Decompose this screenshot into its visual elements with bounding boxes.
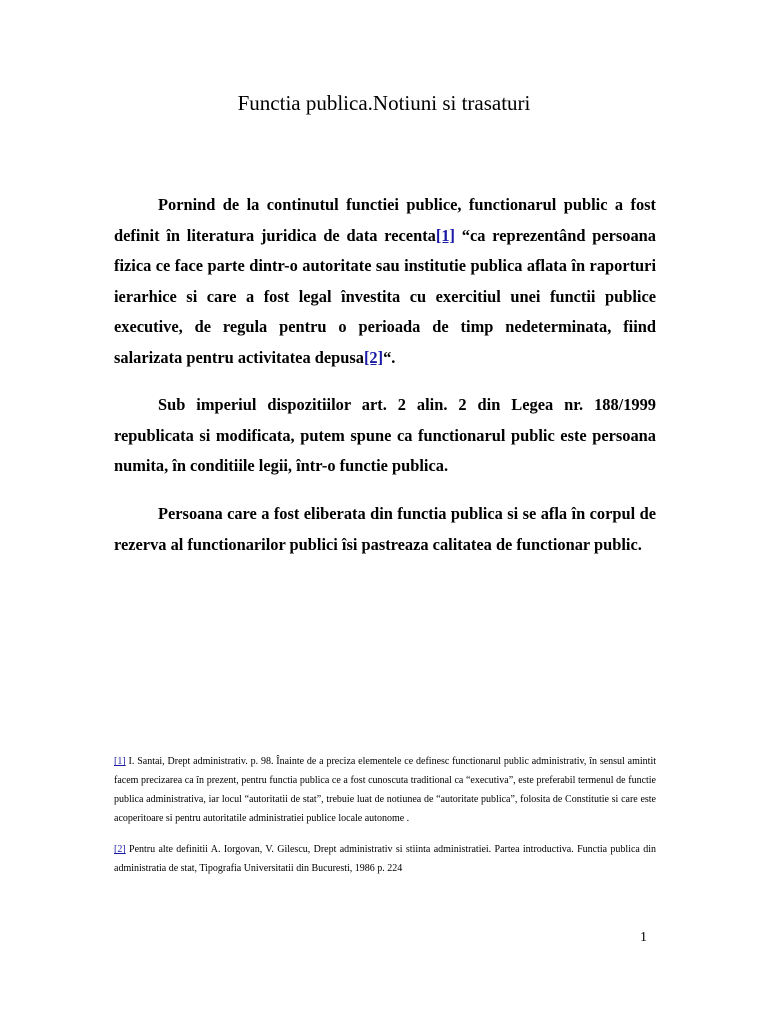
footnotes [114, 752, 656, 890]
paragraph-law [114, 390, 656, 482]
paragraph-text: Persoana care a fost eliberata din functia publica si se afla în corpul de rezerva al functionarilor publici îsi pastreaza calitatea de functionar public. [114, 504, 656, 554]
footnote-text: I. Santai, Drept administrativ. p. 98. Înainte de a preciza elementele ce definesc functionarul public administrativ, în sensul amintit facem precizarea ca în prezent, pentru functia publica ce a fost cunoscuta traditional ca “executiva”, este preferabil termenul de functie publica administrativa, iar locul “autoritatii de stat”, trebuie luat de notiunea de “autoritate publica”, folosita de Constitutie si care este acoperitoare si pentru autoritatile administratiei publice locale autonome . [114, 756, 656, 824]
page-title: Functia publica.Notiuni si trasaturi [237, 91, 531, 115]
paragraph-definition [114, 190, 656, 373]
footnote-ref-2[interactable]: [2] [363, 347, 384, 367]
page-number: 1 [640, 930, 647, 945]
paragraph-text: Sub imperiul dispozitiilor art. 2 alin. 2 din Legea nr. 188/1999 republicata si modificata, putem spune ca functionarul public este persoana numita, în conditiile legii, într-o functie publica. [114, 395, 656, 475]
footnote-text: Pentru alte definitii A. Iorgovan, V. Gilescu, Drept administrativ si stiinta administratiei. Partea introductiva. Functia publica din administratia de stat, Tipografia Universitatii din Bucuresti, 1986 p. 224 [114, 844, 656, 874]
paragraph-text: Pornind de la continutul functiei publice, functionarul public a fost definit în literatura juridica de data recenta [114, 195, 656, 245]
paragraph-reserve [114, 499, 656, 560]
footnote-mark-2[interactable]: [2] [114, 844, 126, 855]
footnote-2 [114, 840, 656, 878]
paragraph-text: “ca reprezentând persoana fizica ce face parte dintr-o autoritate sau institutie publica aflata în raporturi ierarhice si care a fost legal învestita cu exercitiul unei functii publice executive, de regula pentru o perioada de timp nedeterminata, fiind salarizata pentru activitatea depusa [114, 225, 656, 367]
footnote-mark-1[interactable]: [1] [114, 756, 126, 767]
footnote-ref-1[interactable]: [1] [435, 225, 455, 245]
footnote-1 [114, 752, 656, 828]
paragraph-text: “. [383, 347, 396, 367]
